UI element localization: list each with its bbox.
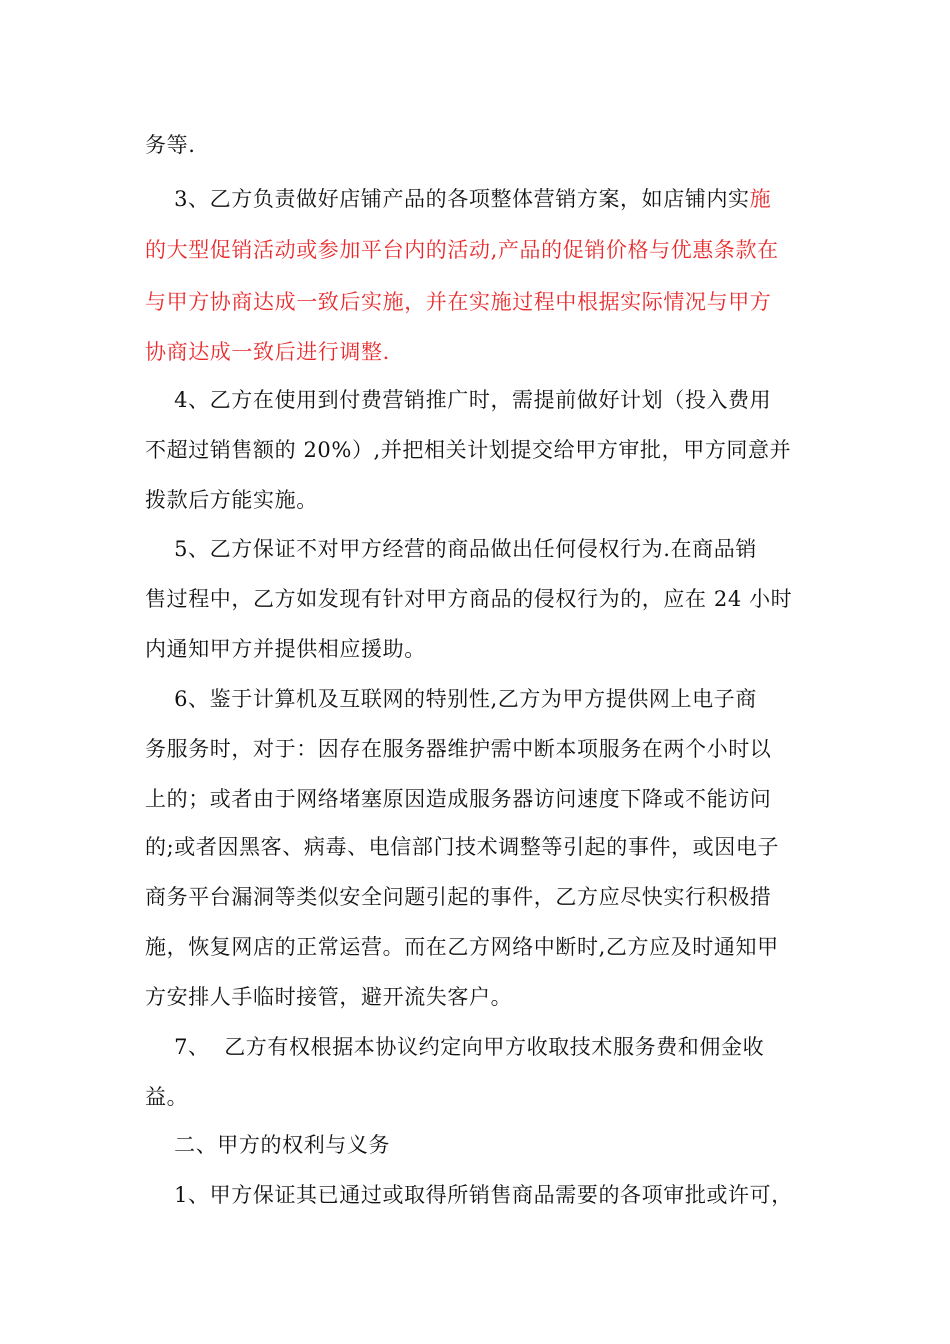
- text-line: [145, 131, 195, 159]
- text-line: [145, 585, 792, 613]
- text-segment: 5、乙方保证不对甲方经营的商品做出任何侵权行为.在商品销: [145, 537, 757, 561]
- text-line: [145, 1181, 793, 1209]
- text-line: [145, 486, 318, 514]
- text-line: [145, 685, 757, 713]
- text-line: [145, 635, 426, 663]
- text-line: [145, 436, 791, 464]
- text-segment: 益。: [145, 1085, 189, 1109]
- text-line: [145, 1033, 764, 1061]
- text-segment: 4、乙方在使用到付费营销推广时，需提前做好计划（投入费用: [145, 388, 772, 412]
- text-line: [145, 338, 390, 366]
- text-segment: 1、甲方保证其已通过或取得所销售商品需要的各项审批或许可，: [145, 1183, 793, 1207]
- text-segment: 6、鉴于计算机及互联网的特别性,乙方为甲方提供网上电子商: [145, 687, 757, 711]
- text-segment: 上的；或者由于网络堵塞原因造成服务器访问速度下降或不能访问: [145, 787, 772, 811]
- highlighted-text: 施: [749, 187, 772, 211]
- text-line: [145, 735, 771, 763]
- text-segment: 7、 乙方有权根据本协议约定向甲方收取技术服务费和佣金收: [145, 1035, 765, 1059]
- text-line: [145, 386, 771, 414]
- text-segment: 内通知甲方并提供相应援助。: [145, 637, 426, 661]
- text-segment: 3、乙方负责做好店铺产品的各项整体营销方案，如店铺内实: [145, 187, 750, 211]
- text-segment: 务等.: [145, 133, 196, 157]
- text-line: [145, 983, 512, 1011]
- text-segment: 务服务时，对于：因存在服务器维护需中断本项服务在两个小时以: [145, 737, 772, 761]
- highlighted-text: 协商达成一致后进行调整.: [145, 340, 390, 364]
- text-segment: 不超过销售额的 20%）,并把相关计划提交给甲方审批，甲方同意并: [145, 438, 792, 462]
- text-line: [145, 1083, 188, 1111]
- text-segment: 方安排人手临时接管，避开流失客户。: [145, 985, 513, 1009]
- text-line: [145, 535, 757, 563]
- text-segment: 拨款后方能实施。: [145, 488, 318, 512]
- text-line: [145, 933, 779, 961]
- text-segment: 商务平台漏洞等类似安全问题引起的事件，乙方应尽快实行积极措: [145, 885, 772, 909]
- text-line: [145, 883, 771, 911]
- text-line: [145, 1131, 390, 1159]
- highlighted-text: 与甲方协商达成一致后实施，并在实施过程中根据实际情况与甲方: [145, 290, 772, 314]
- text-segment: 售过程中，乙方如发现有针对甲方商品的侵权行为的，应在 24 小时: [145, 587, 793, 611]
- text-segment: 施，恢复网店的正常运营。而在乙方网络中断时,乙方应及时通知甲: [145, 935, 779, 959]
- text-line: [145, 288, 771, 316]
- text-segment: 二、甲方的权利与义务: [145, 1133, 391, 1157]
- highlighted-text: 的大型促销活动或参加平台内的活动,产品的促销价格与优惠条款在: [145, 238, 779, 262]
- text-line: [145, 833, 779, 861]
- text-segment: 的;或者因黑客、病毒、电信部门技术调整等引起的事件，或因电子: [145, 835, 780, 859]
- text-line: [145, 785, 771, 813]
- text-line: [145, 236, 779, 264]
- text-line: [145, 185, 771, 213]
